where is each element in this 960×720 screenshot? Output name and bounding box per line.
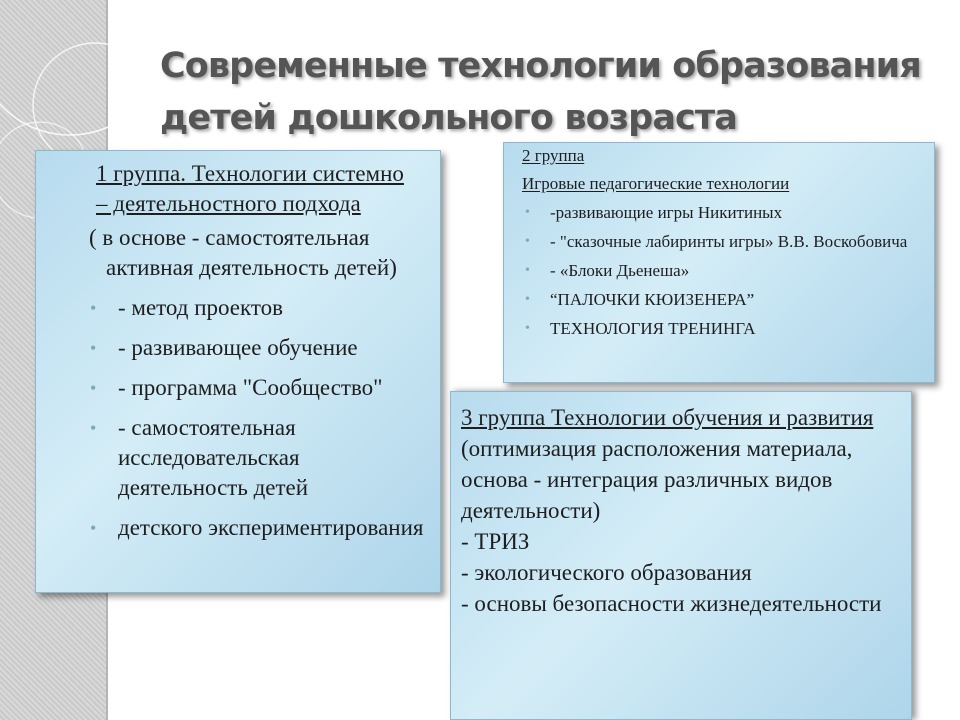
list-item: • ТЕХНОЛОГИЯ ТРЕНИНГА xyxy=(522,318,924,340)
group-2-subheading: Игровые педагогические технологии xyxy=(522,174,790,193)
list-item: • - развивающее обучение xyxy=(86,333,430,363)
group-1-list xyxy=(86,293,430,543)
group-3-list xyxy=(461,526,899,619)
panel-group-3 xyxy=(450,391,912,720)
list-item: - ТРИЗ xyxy=(461,529,530,554)
list-item: - основы безопасности жизнедеятельности xyxy=(461,591,882,616)
panel-group-2 xyxy=(503,142,935,383)
list-item: • - самостоятельная исследовательская деятельность детей xyxy=(86,413,430,503)
list-item: • - метод проектов xyxy=(86,293,430,323)
group-1-note: ( в основе - самостоятельная активная деятельность детей) xyxy=(89,225,397,280)
group-2-heading: 2 группа xyxy=(522,146,585,165)
group-1-heading-line: – деятельностного подхода xyxy=(96,191,361,216)
group-3-note: (оптимизация расположения материала, основа - интеграция различных видов деятельности) xyxy=(461,436,853,523)
slide-title-line: Современные технологии образования xyxy=(160,46,921,86)
list-item: • - "сказочные лабиринты игры» В.В. Воскобовича xyxy=(522,231,924,253)
list-item: • детского экспериментирования xyxy=(86,513,430,543)
slide-title xyxy=(160,40,950,144)
group-1-heading-line: 1 группа. Технологии системно xyxy=(96,161,404,186)
list-item: - экологического образования xyxy=(461,560,752,585)
panel-group-1 xyxy=(35,150,441,593)
group-2-list xyxy=(522,202,924,340)
slide-title-line: детей дошкольного возраста xyxy=(160,98,737,138)
list-item: • - программа "Сообщество" xyxy=(86,373,430,403)
group-1-heading xyxy=(96,159,426,219)
list-item: • “ПАЛОЧКИ КЮИЗЕНЕРА” xyxy=(522,289,924,311)
list-item: • - «Блоки Дьенеша» xyxy=(522,260,924,282)
group-3-heading: 3 группа Технологии обучения и развития xyxy=(461,405,874,430)
list-item: • -развивающие игры Никитиных xyxy=(522,202,924,224)
